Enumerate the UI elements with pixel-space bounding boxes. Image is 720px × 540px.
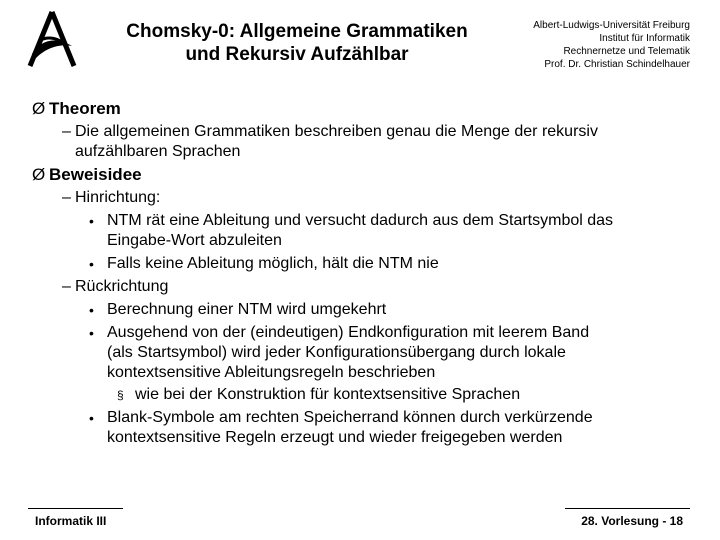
slide-content	[0, 96, 720, 448]
bullet-theorem-text	[0, 122, 720, 162]
bullet-d1-item-1	[0, 211, 687, 251]
title-line-1: Chomsky-0: Allgemeine Grammatiken	[126, 21, 468, 42]
dot-bullet-icon: •	[89, 410, 94, 426]
text-line: Rückrichtung	[75, 278, 169, 295]
heading-theorem: Theorem	[49, 99, 121, 118]
footer-gap	[123, 508, 565, 520]
institution-block	[450, 19, 690, 71]
text-line: Hinrichtung:	[75, 189, 161, 206]
institution-line: Institut für Informatik	[599, 33, 690, 44]
text-line: aufzählbaren Sprachen	[75, 143, 241, 160]
text-line: Blank-Symbole am rechten Speicherrand können durch verkürzende	[107, 409, 593, 426]
square-bullet-icon: §	[117, 388, 124, 402]
university-logo-icon	[26, 10, 78, 68]
bullet-d2-item-3	[0, 408, 687, 448]
dot-bullet-icon: •	[89, 302, 94, 318]
bullet-d2-item-2	[0, 323, 687, 383]
text-line: Die allgemeinen Grammatiken beschreiben genau die Menge der rekursiv	[75, 123, 598, 140]
text-line: Falls keine Ableitung möglich, hält die NTM nie	[107, 255, 439, 272]
text-line: kontextsensitive Ableitungsregeln beschrieben	[107, 364, 436, 381]
text-line: kontextsensitive Regeln erzeugt und wieder freigegeben werden	[107, 429, 563, 446]
slide-title	[112, 20, 482, 66]
bullet-d2-sub	[0, 385, 720, 405]
text-line: Berechnung einer NTM wird umgekehrt	[107, 301, 387, 318]
institution-line: Prof. Dr. Christian Schindelhauer	[544, 59, 690, 70]
arrow-bullet-icon: Ø	[32, 99, 46, 118]
text-line: Eingabe-Wort abzuleiten	[107, 232, 282, 249]
dash-bullet-icon: –	[62, 278, 71, 295]
dash-bullet-icon: –	[62, 189, 71, 206]
text-line: wie bei der Konstruktion für kontextsensitive Sprachen	[135, 386, 521, 403]
bullet-proof	[0, 165, 720, 185]
bullet-direction-1	[0, 188, 720, 208]
arrow-bullet-icon: Ø	[32, 165, 46, 184]
footer-course: Informatik III	[35, 514, 107, 528]
bullet-d2-item-1	[0, 300, 687, 320]
dot-bullet-icon: •	[89, 256, 94, 272]
institution-line: Albert-Ludwigs-Universität Freiburg	[533, 20, 690, 31]
text-line: (als Startsymbol) wird jeder Konfigurationsübergang durch lokale	[107, 344, 566, 361]
bullet-d1-item-2	[0, 254, 687, 274]
institution-line: Rechnernetze und Telematik	[563, 46, 690, 57]
bullet-theorem	[0, 99, 720, 119]
text-line: Ausgehend von der (eindeutigen) Endkonfiguration mit leerem Band	[107, 324, 590, 341]
bullet-direction-2	[0, 277, 720, 297]
footer-page-number: 28. Vorlesung - 18	[581, 514, 683, 528]
title-line-2: und Rekursiv Aufzählbar	[185, 44, 409, 65]
heading-proof: Beweisidee	[49, 165, 142, 184]
dash-bullet-icon: –	[62, 123, 71, 140]
text-line: NTM rät eine Ableitung und versucht dadurch aus dem Startsymbol das	[107, 212, 614, 229]
dot-bullet-icon: •	[89, 325, 94, 341]
dot-bullet-icon: •	[89, 213, 94, 229]
